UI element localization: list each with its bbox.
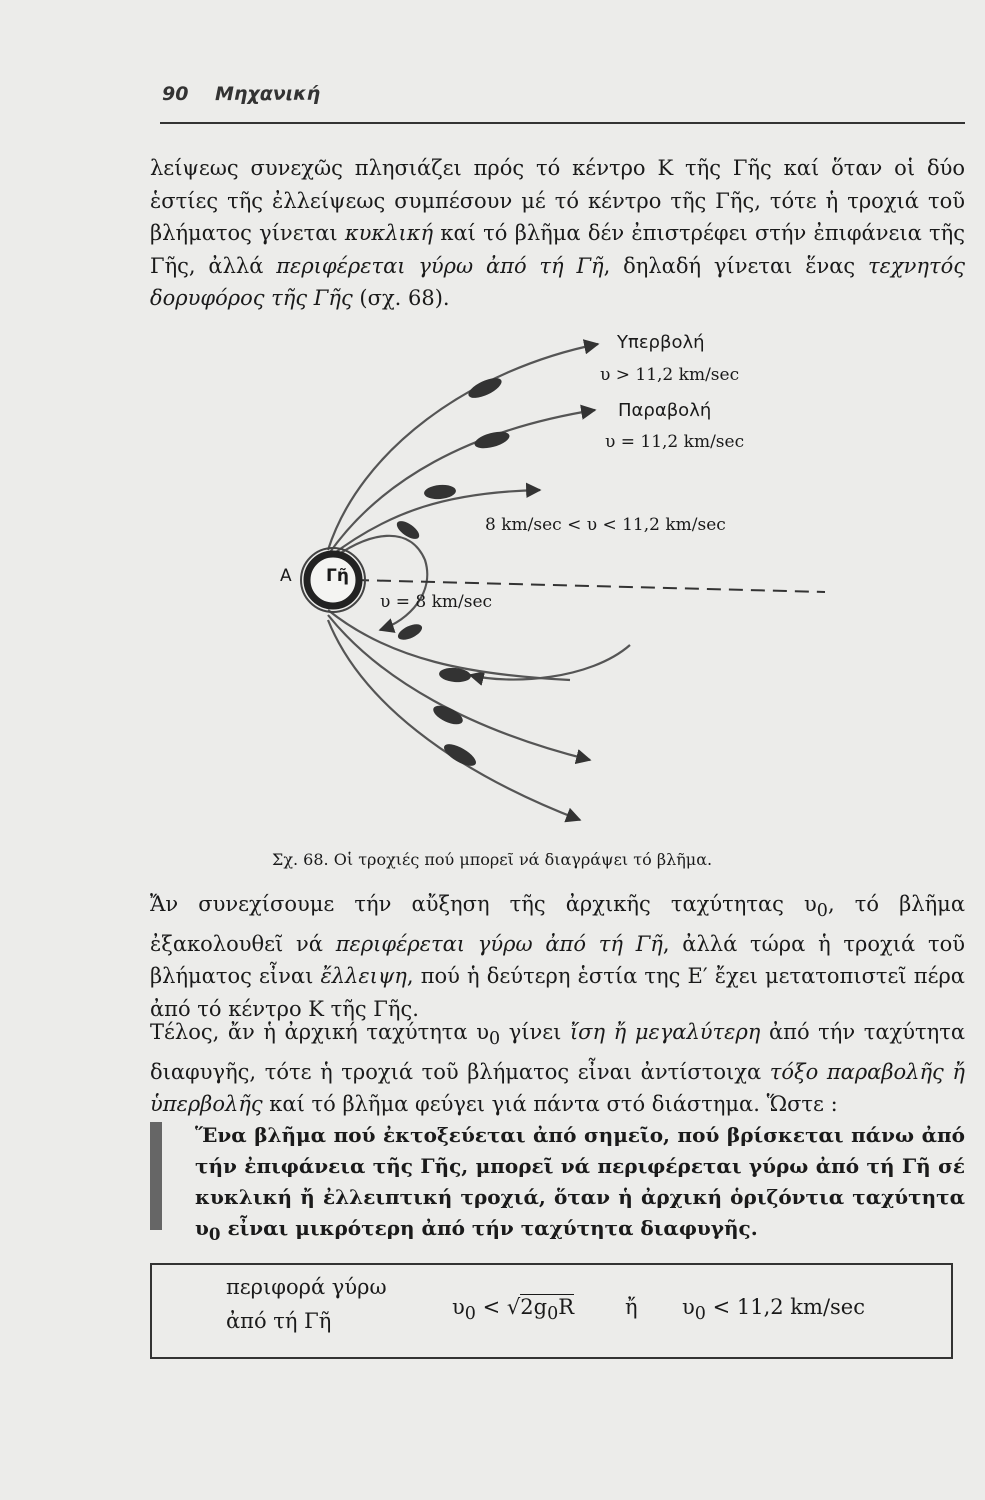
earth-label: Γῆ <box>326 566 349 586</box>
projectile-icon <box>394 518 422 543</box>
page-number: 90 <box>162 83 189 105</box>
paragraph-3: Τέλος, ἄν ἡ ἀρχική ταχύτητα $\upsilon_0$ γίνει ἴση ἤ μεγαλύτερη ἀπό τήν ταχύτητα διαφυγῆς, τότε ἡ τροχιά τοῦ βλήματος εἶναι ἀντίστοιχα τόξο παραβολῆς ἤ ὑπερβολῆς καί τό βλῆμα φεύγει γιά πάντα στό διάστημα. Ὥστε : <box>150 1020 965 1117</box>
paragraph-2: Ἄν συνεχίσουμε τήν αὔξηση τῆς ἀρχικῆς ταχύτητας $\upsilon_0$, τό βλῆμα ἐξακολουθεῖ νά περιφέρεται γύρω ἀπό τή Γῆ, ἀλλά τώρα ἡ τροχιά τοῦ βλήματος εἶναι ἔλλειψη, πού ἡ δεύτερη ἑστία της Ε′ ἔχει μετατοπιστεῖ πέρα ἀπό τό κέντρο Κ τῆς Γῆς. <box>150 892 965 1021</box>
formula-label-line-2: ἀπό τή Γῆ <box>226 1309 332 1333</box>
formula-box <box>150 1263 953 1359</box>
projectile-icon <box>396 621 425 643</box>
running-header-title: Μηχανική <box>215 83 321 105</box>
figure-caption: Σχ. 68. Οἱ τροχιές πού μπορεῖ νά διαγράψει τό βλῆμα. <box>272 850 713 869</box>
rule-text: Ἕνα βλῆμα πού ἐκτοξεύεται ἀπό σημεῖο, πού βρίσκεται πάνω ἀπό τήν ἐπιφάνεια τῆς Γῆς, μπορεῖ νά περιφέρεται γύρω ἀπό τή Γῆ σέ κυκλική ἤ ἐλλειπτική τροχιά, ὅταν ἡ ἀρχική ὁριζόντια ταχύτητα $\upsilon_0$ εἶναι μικρότερη ἀπό τήν ταχύτητα διαφυγῆς. <box>195 1123 965 1244</box>
highlighted-rule <box>150 1120 965 1250</box>
rule-margin-bar <box>150 1122 162 1230</box>
projectile-icon <box>466 374 505 402</box>
parabola-name-label: Παραβολή <box>618 400 712 421</box>
paragraph-1: λείψεως συνεχῶς πλησιάζει πρός τό κέντρο Κ τῆς Γῆς καί ὅταν οἱ δύο ἑστίες τῆς ἐλλείψεως συμπέσουν μέ τό κέντρο τῆς Γῆς, τότε ἡ τροχιά τοῦ βλήματος γίνεται κυκλική καί τό βλῆμα δέν ἐπιστρέφει στήν ἐπιφάνεια τῆς Γῆς, ἀλλά περιφέρεται γύρω ἀπό τή Γῆ, δηλαδή γίνεται ἕνας τεχνητός δορυφόρος τῆς Γῆς (σχ. 68). <box>150 156 965 310</box>
projectile-icon <box>441 740 479 770</box>
formula-label-line-1: περιφορά γύρω <box>226 1275 387 1299</box>
trajectories-figure <box>270 330 830 850</box>
header-rule <box>160 122 965 124</box>
formula-sqrt-condition: $\upsilon_0 < √2g_0R$ <box>452 1295 575 1325</box>
hyperbola-speed-label: υ > 11,2 km/sec <box>600 365 740 385</box>
formula-or: ἤ <box>625 1295 638 1319</box>
circle-speed-label: υ = 8 km/sec <box>380 592 493 612</box>
projectile-icon <box>423 484 456 501</box>
formula-speed-condition: $\upsilon_0 < 11,2$ km/sec <box>682 1295 865 1325</box>
trajectories-diagram <box>270 330 830 850</box>
ellipse-speed-label: 8 km/sec < υ < 11,2 km/sec <box>485 515 726 535</box>
hyperbola-name-label: Υπερβολή <box>617 332 705 353</box>
parabola-speed-label: υ = 11,2 km/sec <box>605 432 745 452</box>
point-a-label: A <box>280 566 292 586</box>
